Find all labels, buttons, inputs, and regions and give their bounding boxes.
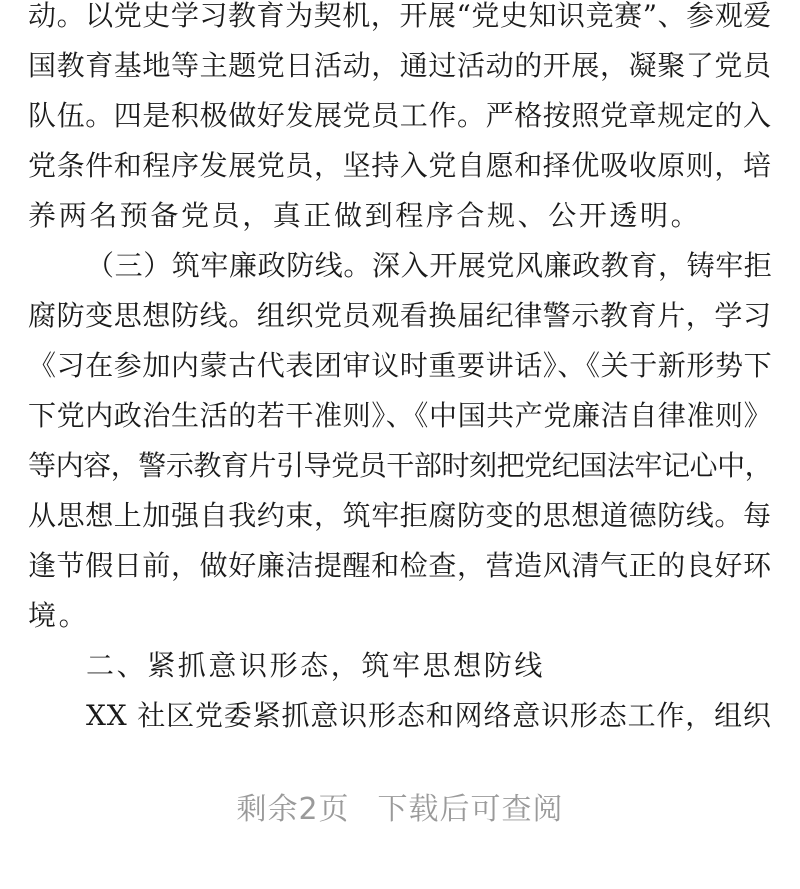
- download-to-view-link[interactable]: 下载后可查阅: [377, 792, 564, 827]
- text-line: 养两名预备党员，真正做到程序合规、公开透明。: [28, 199, 702, 232]
- download-prompt[interactable]: [0, 790, 800, 830]
- text-line: 国教育基地等主题党日活动，通过活动的开展，凝聚了党员: [28, 49, 772, 82]
- remaining-pages-label: 剩余2页: [236, 792, 350, 827]
- text-line: 下党内政治生活的若干准则》、《中国共产党廉洁自律准则》: [28, 399, 773, 432]
- text-line: 《习在参加内蒙古代表团审议时重要讲话》、《关于新形势下: [28, 349, 773, 382]
- text-line: 动。以党史学习教育为契机，开展“党史知识竞赛”、参观爱: [28, 0, 772, 32]
- section-heading: 二、紧抓意识形态，筑牢思想防线: [86, 649, 546, 682]
- text-line: 境。: [28, 599, 90, 632]
- text-line: 从思想上加强自我约束，筑牢拒腐防变的思想道德防线。每: [28, 499, 772, 532]
- text-line: 腐防变思想防线。组织党员观看换届纪律警示教育片，学习: [28, 299, 772, 332]
- text-line: （三）筑牢廉政防线。深入开展党风廉政教育，铸牢拒: [86, 249, 773, 282]
- text-line: XX 社区党委紧抓意识形态和网络意识形态工作，组织: [86, 699, 772, 732]
- text-line: 队伍。四是积极做好发展党员工作。严格按照党章规定的入: [28, 99, 772, 132]
- text-line: 等内容，警示教育片引导党员干部时刻把党纪国法牢记心中，: [28, 449, 773, 482]
- text-line: 党条件和程序发展党员，坚持入党自愿和择优吸收原则，培: [28, 149, 772, 182]
- text-line: 逢节假日前，做好廉洁提醒和检查，营造风清气正的良好环: [28, 549, 772, 582]
